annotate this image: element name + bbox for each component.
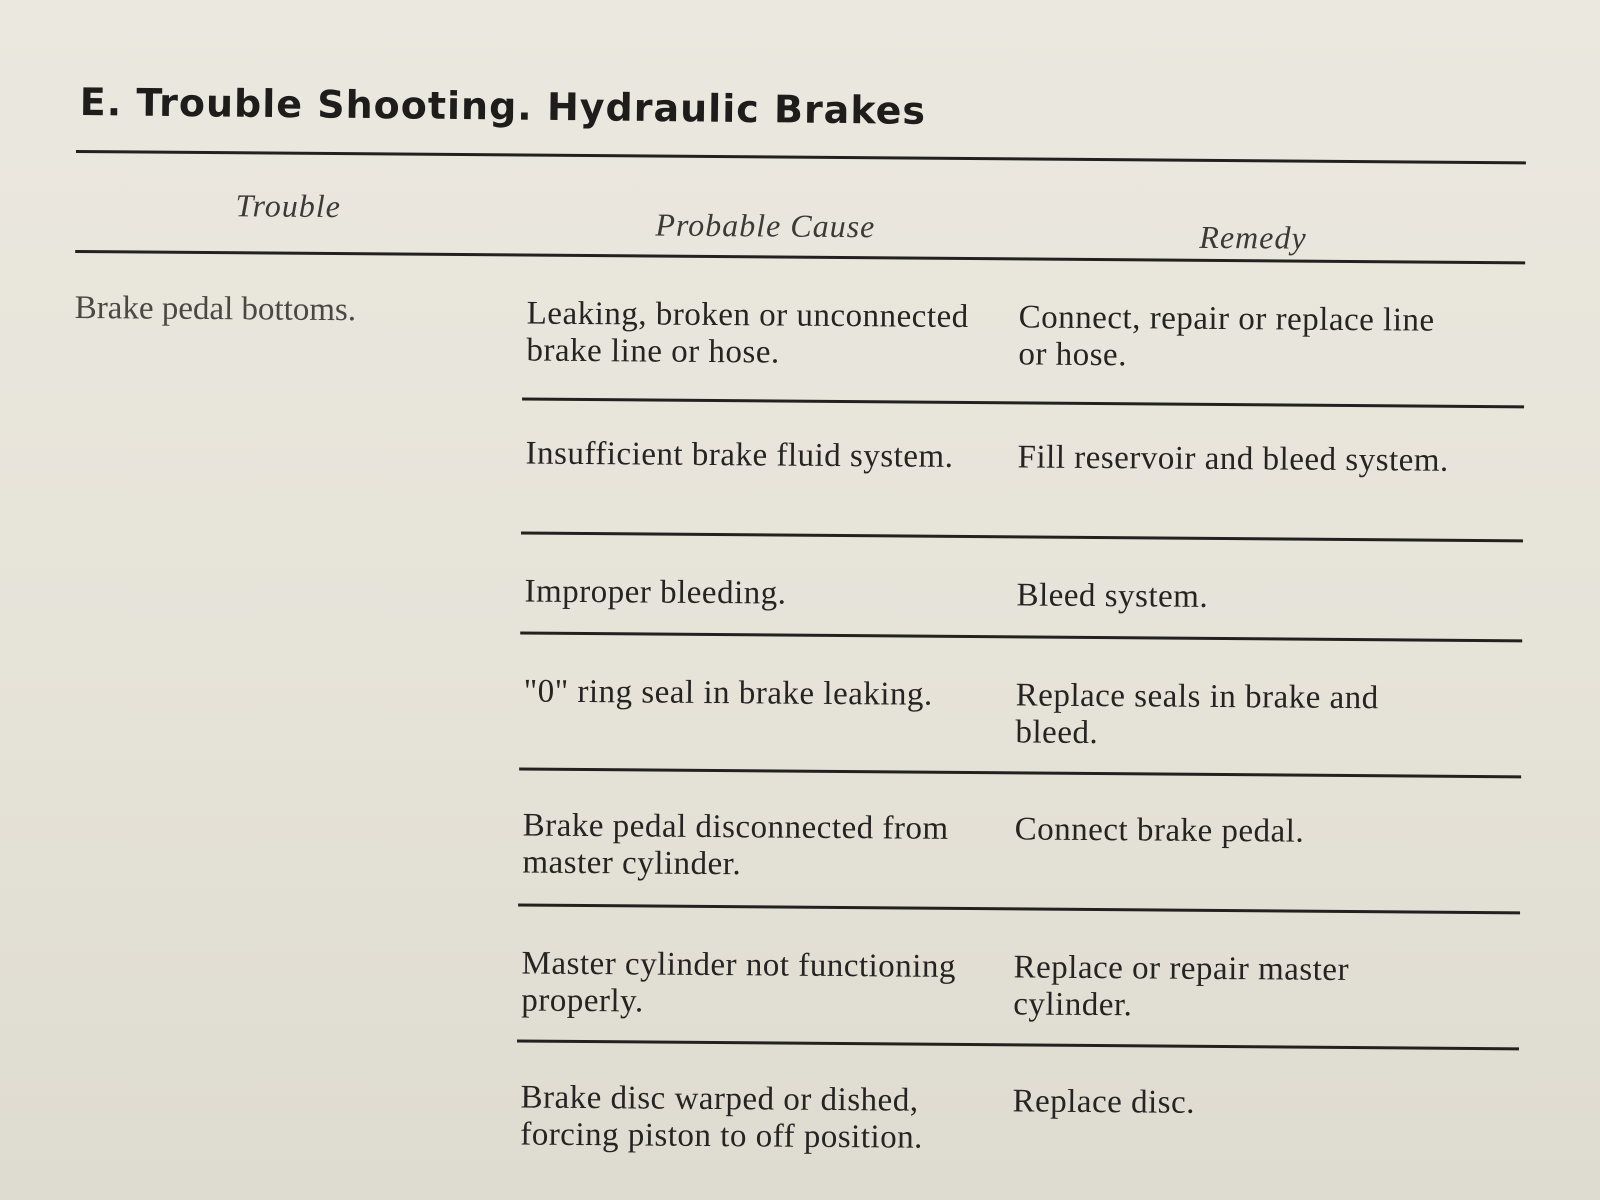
table-row [73,570,1523,615]
table-top-rule [76,150,1526,164]
header-bottom-rule [75,250,1525,264]
row-divider [519,767,1521,778]
trouble-cell: Brake pedal bottoms. [74,289,357,329]
cause-cell: Brake disc warped or dished, forcing piston to off position. [520,1079,924,1156]
row-divider [517,1039,1519,1050]
row-divider [518,903,1520,914]
column-header-probable-cause: Probable Cause [655,206,876,245]
remedy-cell: Replace seals in brake and bleed. [1015,677,1379,752]
column-header-remedy: Remedy [1199,218,1307,256]
table-row [71,804,1521,883]
remedy-cell: Fill reservoir and bleed system. [1017,439,1449,479]
remedy-cell: Connect brake pedal. [1014,811,1305,850]
column-header-trouble: Trouble [235,187,342,225]
remedy-cell: Replace or repair master cylinder. [1013,949,1350,1024]
remedy-cell: Replace disc. [1012,1083,1196,1121]
section-title: E. Trouble Shooting. Hydraulic Brakes [79,80,927,133]
remedy-cell: Bleed system. [1016,577,1209,615]
table-row [74,432,1524,479]
cause-cell: Master cylinder not functioning properly. [521,945,957,1020]
cause-cell: Leaking, broken or unconnected brake line or hose. [526,295,969,371]
table-row [70,942,1520,1024]
cause-cell: Insufficient brake fluid system. [525,435,954,475]
row-divider [522,398,1524,409]
cause-cell: Improper bleeding. [524,573,787,612]
table-row [72,670,1522,752]
cause-cell: Brake pedal disconnected from master cylinder. [522,807,949,883]
table-row [69,1076,1519,1156]
cause-cell: "0" ring seal in brake leaking. [523,673,933,713]
row-divider [520,632,1522,643]
row-divider [521,532,1523,543]
remedy-cell: Connect, repair or replace line or hose. [1018,299,1435,374]
troubleshooting-table [74,150,1526,1156]
